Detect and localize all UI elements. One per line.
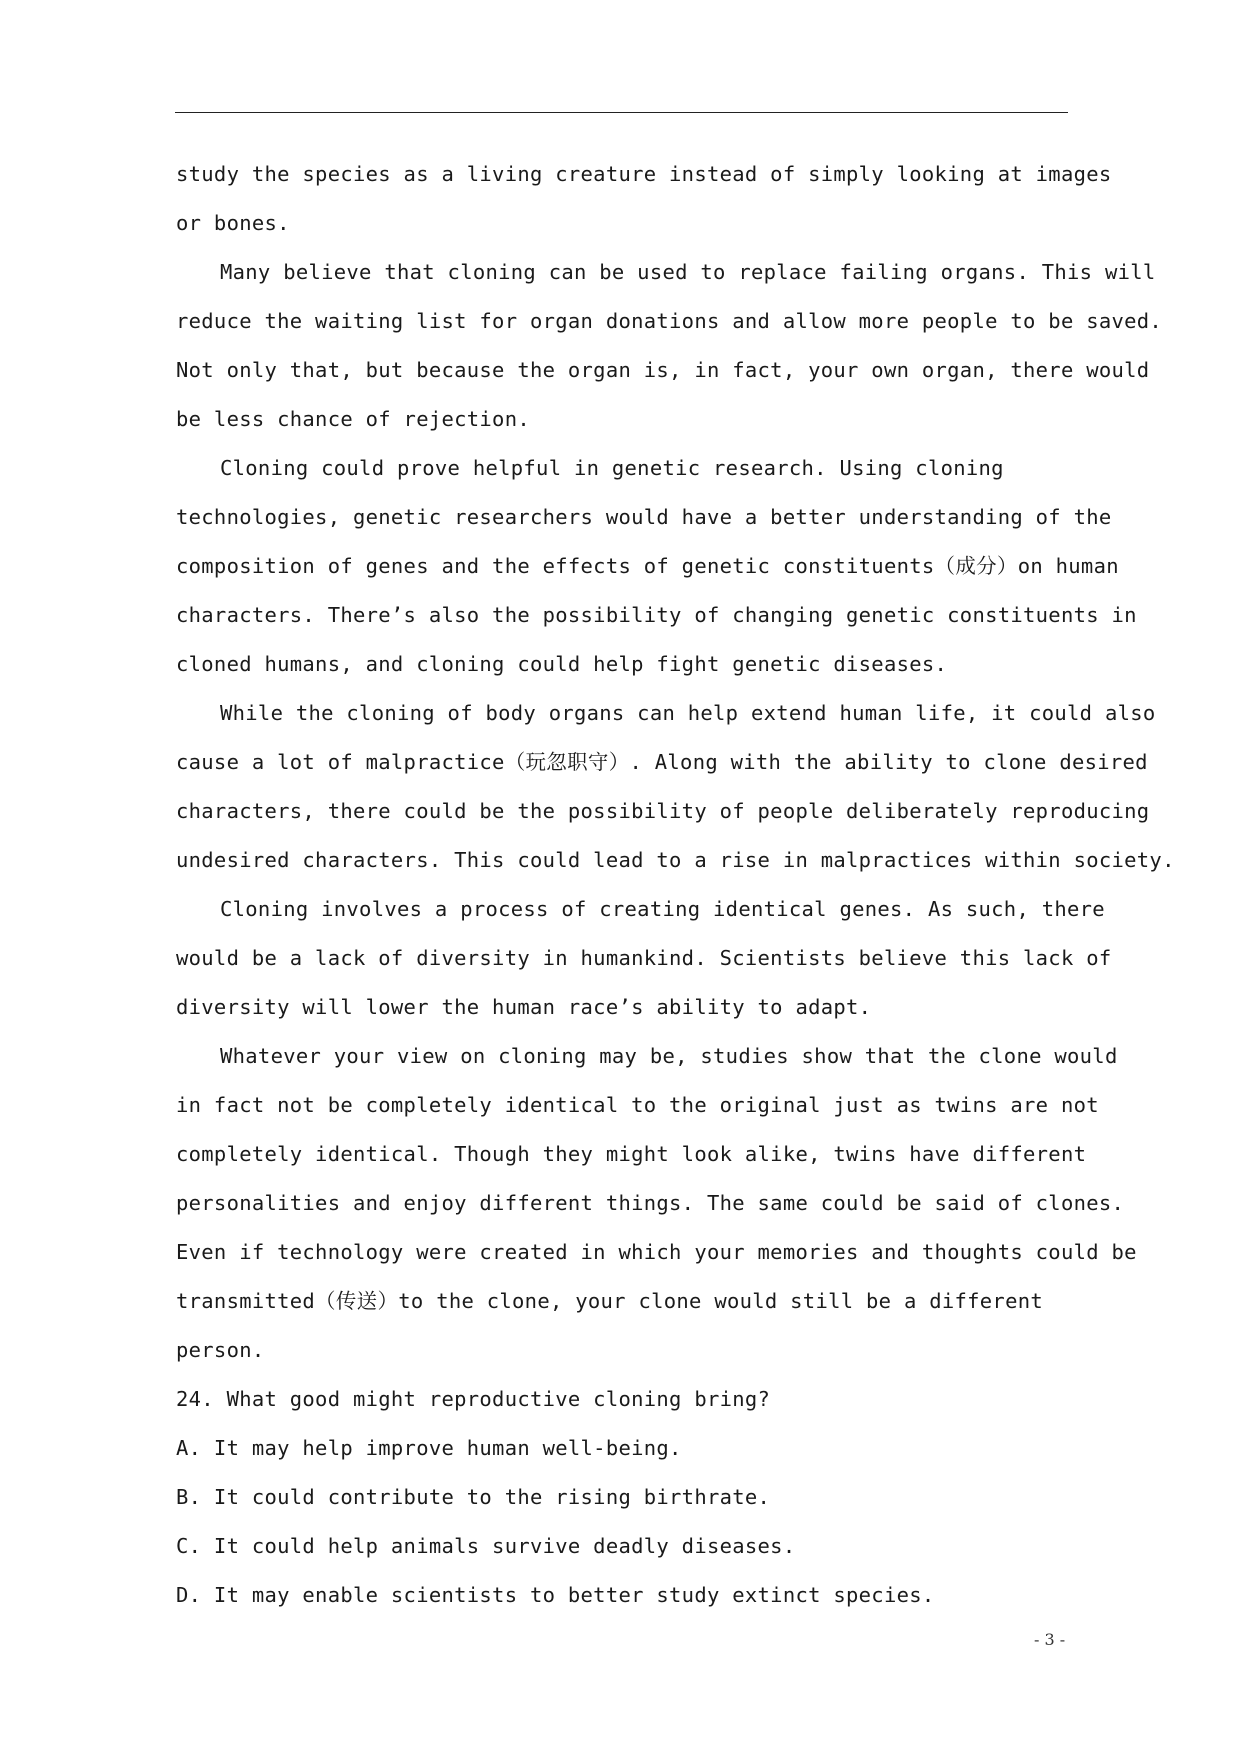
passage-line: technologies, genetic researchers would have a better understanding of the	[176, 505, 1112, 529]
passage-line: cloned humans, and cloning could help fight genetic diseases.	[176, 652, 948, 676]
passage-line: study the species as a living creature instead of simply looking at images	[176, 162, 1112, 186]
passage-line: Even if technology were created in which your memories and thoughts could be	[176, 1240, 1137, 1264]
passage-line: reduce the waiting list for organ donations and allow more people to be saved.	[176, 309, 1163, 333]
passage-line: While the cloning of body organs can help extend human life, it could also	[220, 701, 1156, 725]
answer-option-a: A. It may help improve human well-being.	[176, 1436, 682, 1460]
answer-option-c: C. It could help animals survive deadly diseases.	[176, 1534, 796, 1558]
passage-line: composition of genes and the effects of genetic constituents（成分）on human	[176, 554, 1119, 578]
passage-line: Cloning involves a process of creating identical genes. As such, there	[220, 897, 1105, 921]
question-stem: 24. What good might reproductive cloning bring?	[176, 1387, 771, 1411]
passage-line: would be a lack of diversity in humankind. Scientists believe this lack of	[176, 946, 1112, 970]
page-number: - 3 -	[1034, 1630, 1066, 1649]
passage-line: personalities and enjoy different things. The same could be said of clones.	[176, 1191, 1125, 1215]
header-rule	[175, 112, 1068, 113]
passage-line: person.	[176, 1338, 265, 1362]
passage-line: Many believe that cloning can be used to replace failing organs. This will	[220, 260, 1156, 284]
passage-line: be less chance of rejection.	[176, 407, 530, 431]
passage-line: Not only that, but because the organ is, in fact, your own organ, there would	[176, 358, 1150, 382]
passage-body	[176, 150, 1175, 1620]
passage-line: transmitted（传送）to the clone, your clone would still be a different	[176, 1289, 1044, 1313]
passage-line: completely identical. Though they might look alike, twins have different	[176, 1142, 1087, 1166]
passage-line: undesired characters. This could lead to a rise in malpractices within society.	[176, 848, 1175, 872]
passage-line: in fact not be completely identical to the original just as twins are not	[176, 1093, 1099, 1117]
answer-option-b: B. It could contribute to the rising birthrate.	[176, 1485, 771, 1509]
passage-line: cause a lot of malpractice（玩忽职守）. Along with the ability to clone desired	[176, 750, 1148, 774]
passage-line: Whatever your view on cloning may be, studies show that the clone would	[220, 1044, 1118, 1068]
passage-line: diversity will lower the human race’s ability to adapt.	[176, 995, 872, 1019]
passage-line: characters. There’s also the possibility of changing genetic constituents in	[176, 603, 1137, 627]
passage-line: Cloning could prove helpful in genetic research. Using cloning	[220, 456, 1004, 480]
passage-line: or bones.	[176, 211, 290, 235]
passage-line: characters, there could be the possibility of people deliberately reproducing	[176, 799, 1150, 823]
answer-option-d: D. It may enable scientists to better study extinct species.	[176, 1583, 935, 1607]
